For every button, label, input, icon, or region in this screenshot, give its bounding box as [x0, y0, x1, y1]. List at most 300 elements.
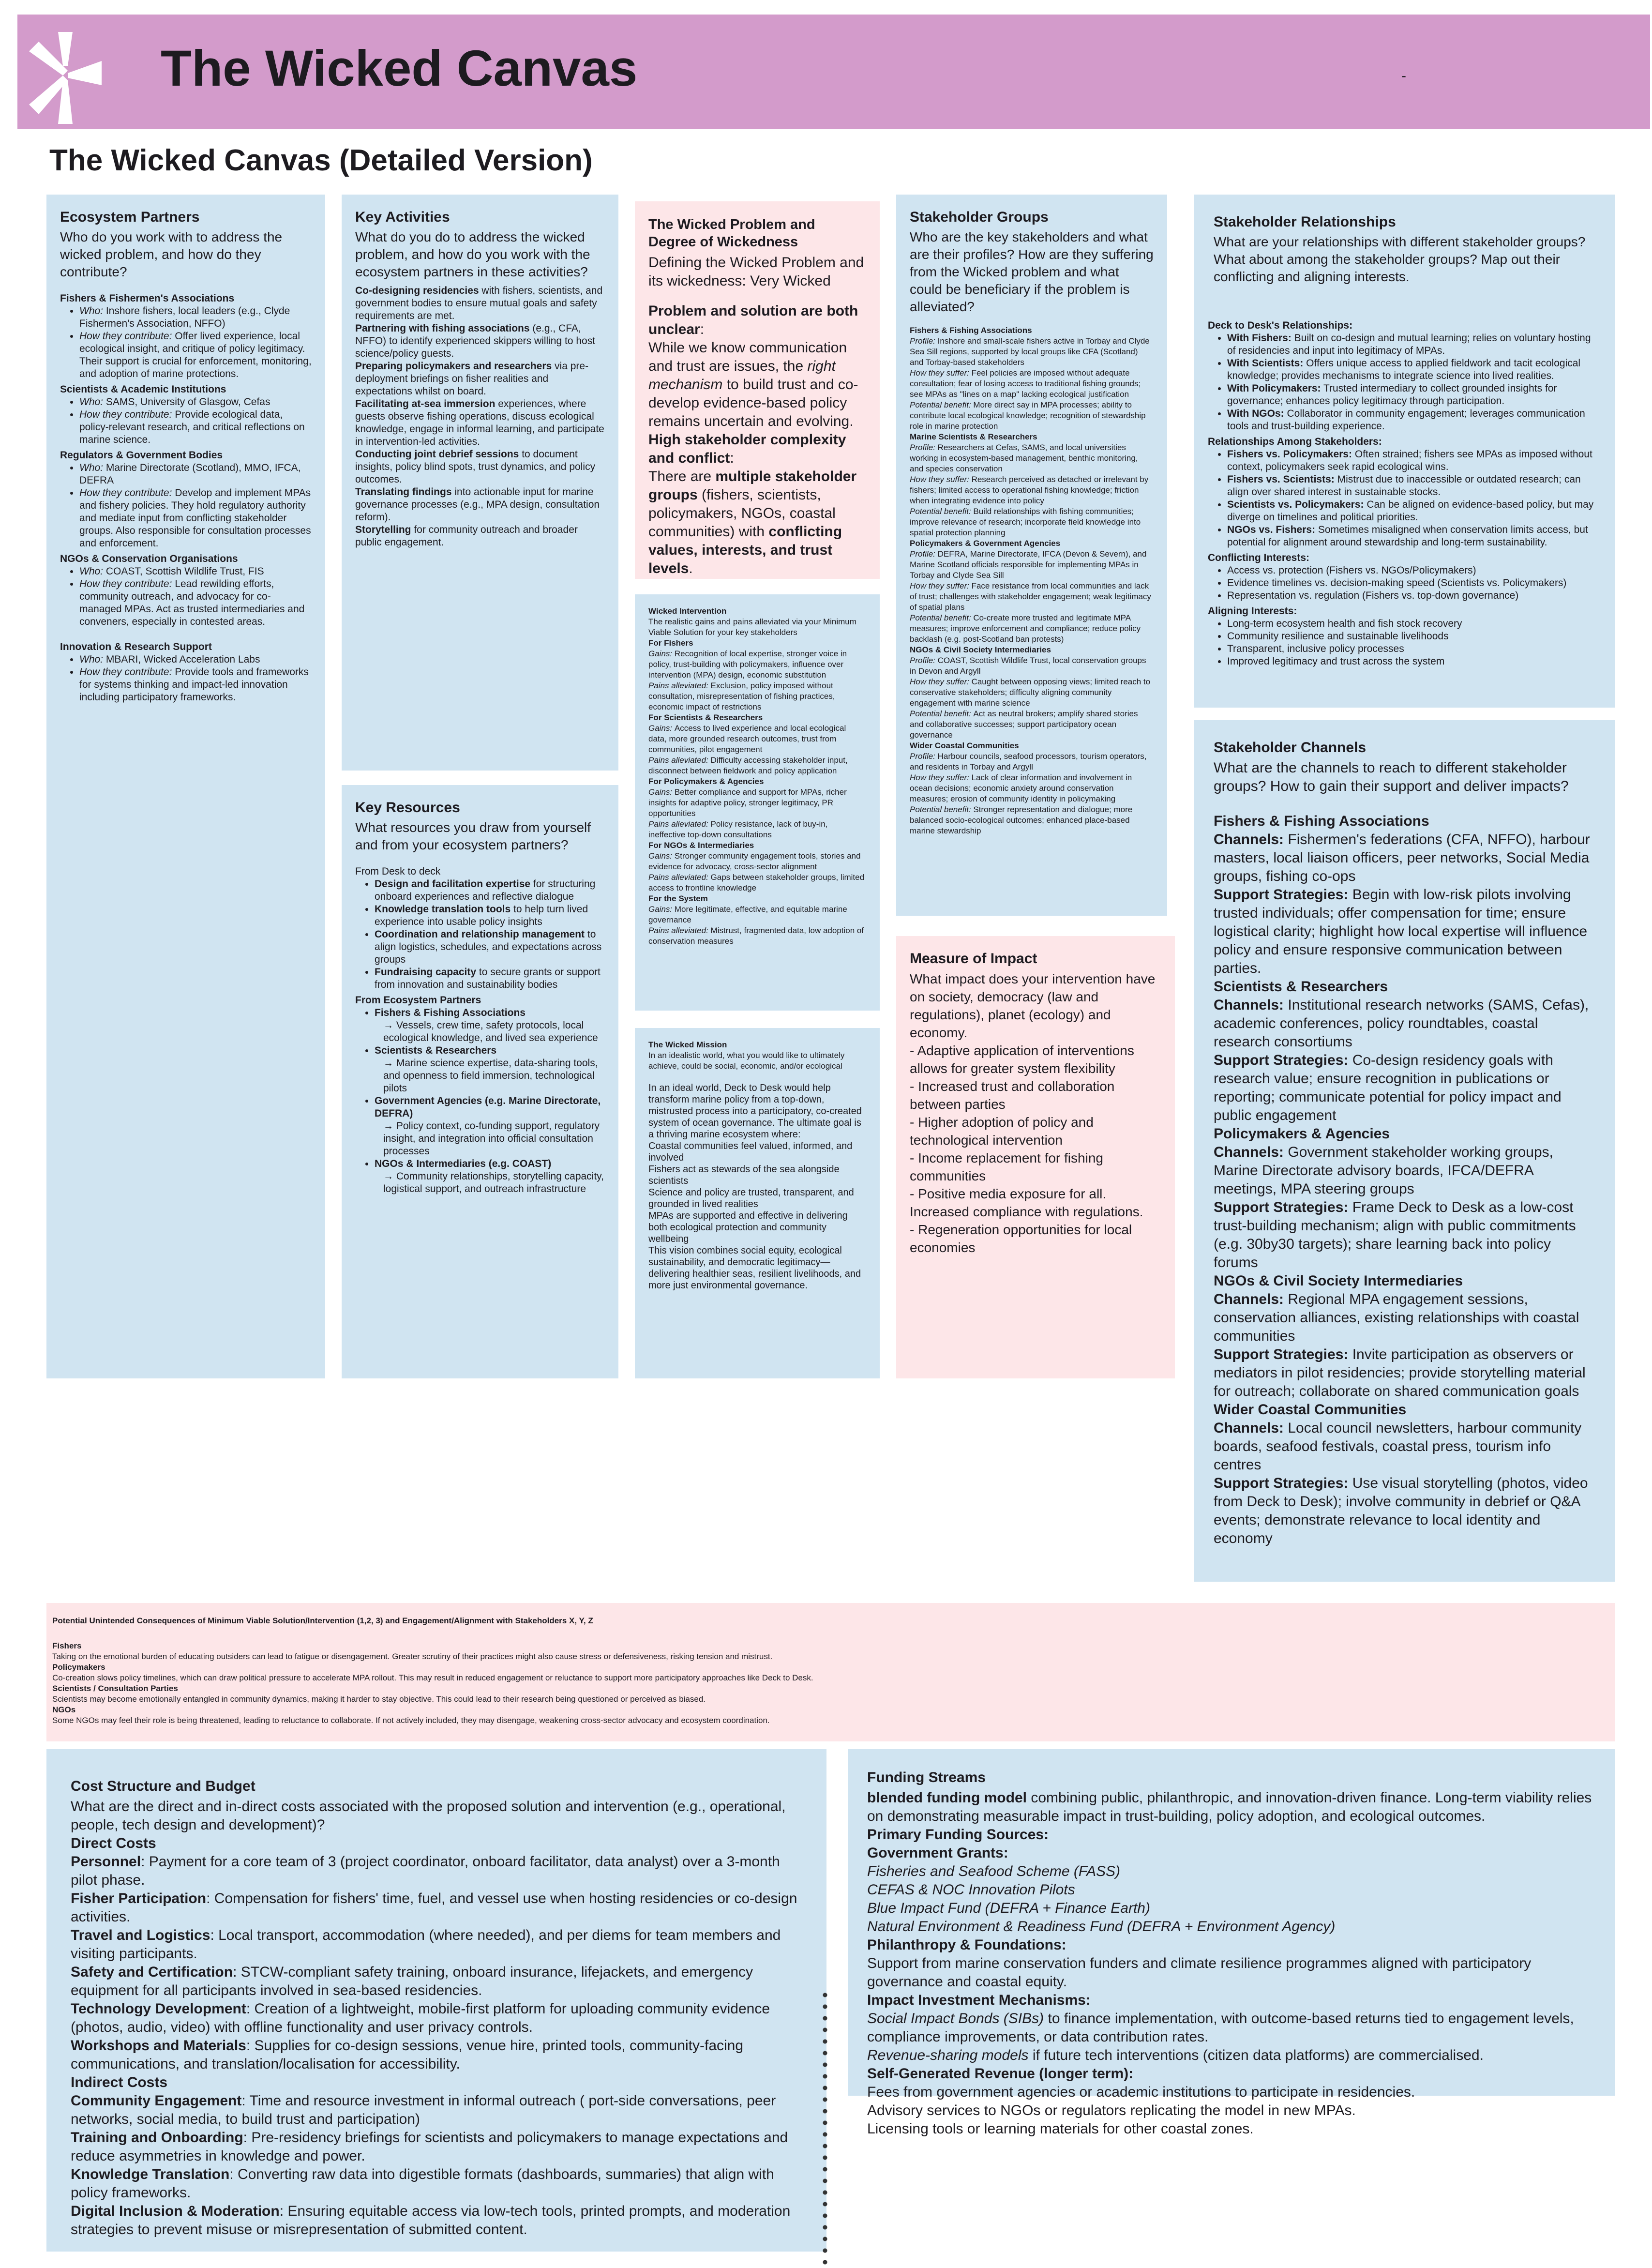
cost-heading: Indirect Costs [71, 2074, 168, 2090]
page-title: The Wicked Canvas [161, 40, 638, 97]
resource-item [375, 1158, 605, 1195]
intervention-gains [648, 787, 866, 819]
partner-list-item [79, 653, 312, 666]
suffer-value: Lack of clear information and involvement in ocean decisions; economic anxiety around conservation measures; erosion of community identity in policymaking [910, 773, 1132, 803]
cost-key: Safety and Certification [71, 1964, 233, 1980]
suffer-value: Caught between opposing views; limited reach to conservative stakeholders; difficulty aligning community engagement with marine science [910, 677, 1151, 708]
card-body [648, 1082, 866, 1291]
stakeholder-profile [910, 655, 1154, 677]
funding-heading: Primary Funding Sources: [867, 1827, 1049, 1843]
gains-value: Recognition of local expertise, stronger voice in policy, trust-building with policymakers, influence over intervention (MPA) design, economic substitution [648, 649, 847, 680]
cost-value: : Compensation for fishers' time, fuel, and vessel use when hosting residencies or co-design activities. [71, 1890, 797, 1925]
card-question: What resources you draw from yourself and from your ecosystem partners? [355, 820, 591, 852]
card-question: What are the channels to reach to different stakeholder groups? How to gain their support and deliver impacts? [1214, 760, 1569, 794]
funding-intro [867, 1789, 1596, 1826]
partner-value: Develop and implement MPAs and fishery policies. They hold regulatory authority and mediate input from conflicting stakeholder groups. Also responsible for consultation processes and enforcement. [79, 487, 311, 549]
partner-list [79, 565, 312, 628]
partner-group-heading: NGOs & Conservation Organisations [60, 553, 238, 564]
partner-list [79, 305, 312, 380]
problem-text: (fishers, scientists, policymakers, NGOs, coastal communities) with [648, 487, 836, 540]
resource-item [375, 878, 605, 903]
activity-key: Preparing policymakers and researchers [355, 361, 552, 372]
resource-value: → Community relationships, storytelling capacity, logistical support, and outreach infrastructure [383, 1171, 604, 1194]
resource-key: • Scientists & Researchers [375, 1045, 497, 1056]
mission-paragraph: This vision combines social equity, ecological sustainability, and democratic legitimacy—delivering healthier seas, resilient livelihoods, and more just environmental governance. [648, 1245, 861, 1291]
card-title: Stakeholder Groups [910, 209, 1049, 225]
relationship-item [1227, 408, 1596, 433]
relationship-heading: Relationships Among Stakeholders: [1208, 436, 1382, 447]
channel-item [1214, 831, 1596, 886]
partner-list-item [79, 462, 312, 487]
gains-label: Gains: [648, 649, 675, 658]
problem-text-bold: multiple stakeholder groups [648, 469, 857, 503]
intervention-group-heading: For Scientists & Researchers [648, 713, 763, 722]
strategy-item [1214, 1346, 1596, 1401]
grant-item: Natural Environment & Readiness Fund (DEFRA + Environment Agency) [867, 1919, 1336, 1935]
activity-key: Storytelling [355, 524, 411, 535]
resource-item [375, 928, 605, 966]
mission-paragraph: In an ideal world, Deck to Desk would help transform marine policy from a top-down, mistrusted process into a participatory, co-created system of ocean governance. The ultimate goal is a thriving marine ecosystem where: [648, 1083, 862, 1140]
pains-value: Gaps between stakeholder groups, limited access to frontline knowledge [648, 873, 865, 892]
suffer-label: How they suffer: [910, 677, 972, 686]
partner-group-heading: Fishers & Fishermen's Associations [60, 293, 235, 304]
funding-text [867, 2046, 1596, 2065]
conflict-item: • Access vs. protection (Fishers vs. NGOs/Policymakers) [1227, 564, 1596, 577]
relationship-heading: Deck to Desk's Relationships: [1208, 320, 1353, 331]
stakeholder-benefit [910, 709, 1154, 741]
cost-key: Technology Development [71, 2001, 246, 2017]
suffer-label: How they suffer: [910, 368, 972, 378]
resource-item [375, 1095, 605, 1158]
cost-key: Personnel [71, 1854, 141, 1870]
funding-intro-key: blended funding model [867, 1790, 1027, 1806]
pains-value: Difficulty accessing stakeholder input, disconnect between fieldwork and policy application [648, 756, 848, 775]
benefit-value: Co-create more trusted and legitimate MPA measures; improve enforcement and compliance; reduce policy backlash (e.g. post-Scotland ban protests) [910, 613, 1141, 644]
strategy-value: Invite participation as observers or mediators in pilot residencies; provide storytelling material for outreach; collaborate on shared communication goals [1214, 1346, 1586, 1399]
problem-text-bold: conflicting values, interests, and trust levels [648, 524, 842, 576]
consequence-text: Taking on the emotional burden of educating outsiders can lead to fatigue or disengagement. Greater scrutiny of their practices might also cause stress or defensiveness, risking tension and mistrust. [52, 1652, 773, 1661]
strategy-key: Support Strategies: [1214, 1475, 1349, 1491]
channel-item [1214, 1419, 1596, 1474]
benefit-label: Potential benefit: [910, 805, 974, 814]
suffer-label: How they suffer: [910, 581, 972, 590]
funding-streams-card [848, 1749, 1615, 2137]
suffer-value: Face resistance from local communities and lack of trust; challenges with stakeholder engagement; weak legitimacy of spatial plans [910, 581, 1151, 612]
impact-item: - Higher adoption of policy and technological intervention [910, 1115, 1094, 1148]
profile-value: Inshore and small-scale fishers active in Torbay and Clyde Sea Sill regions, supported by local groups like CFA (Scotland) and Torbay-based stakeholders [910, 336, 1150, 367]
key-activities-card [342, 195, 618, 771]
resource-key: Coordination and relationship management [375, 929, 585, 940]
cost-value: : Time and resource investment in informal outreach ( port-side conversations, peer networks, social media, to build trust and participation) [71, 2093, 776, 2127]
activity-item [355, 398, 605, 448]
profile-label: Profile: [910, 443, 938, 452]
resource-item [375, 1044, 605, 1095]
resource-value: → Vessels, crew time, safety protocols, local ecological knowledge, and lived sea experience [383, 1020, 598, 1043]
intervention-group-heading: For NGOs & Intermediaries [648, 841, 754, 850]
among-key: Scientists vs. Policymakers: [1227, 499, 1364, 510]
dotted-divider [821, 1989, 829, 2265]
cost-value: : Converting raw data into digestible formats (dashboards, summaries) that align with policy frameworks. [71, 2166, 774, 2201]
rel-key: With Policymakers: [1227, 383, 1321, 394]
suffer-label: How they suffer: [910, 773, 972, 782]
align-item: • Long-term ecosystem health and fish stock recovery [1227, 618, 1596, 630]
card-body [355, 285, 605, 549]
channel-group-heading: NGOs & Civil Society Intermediaries [1214, 1273, 1463, 1289]
self-revenue-item: Licensing tools or learning materials for other coastal zones. [867, 2121, 1254, 2137]
partner-list-item [79, 330, 312, 380]
header-dash: - [1401, 68, 1406, 84]
wicked-logo-icon [29, 32, 102, 124]
activity-value: into actionable input for marine governance processes (e.g., MPA design, consultation reform). [355, 486, 600, 523]
intervention-pains [648, 755, 866, 776]
resource-value: to align logistics, schedules, and expectations across groups [375, 929, 602, 965]
card-body [648, 638, 866, 947]
card-body [910, 1042, 1161, 1256]
funding-heading: Self-Generated Revenue (longer term): [867, 2066, 1134, 2082]
consequence-text: Co-creation slows policy timelines, which can draw political pressure to accelerate MPA rollout. This may result in reduced engagement or reluctance to support more participatory approaches like Deck to Desk. [52, 1673, 813, 1682]
conflict-item: • Evidence timelines vs. decision-making speed (Scientists vs. Policymakers) [1227, 577, 1596, 590]
consequence-heading: NGOs [52, 1705, 76, 1714]
card-question: What are the direct and in-direct costs associated with the proposed solution and intervention (e.g., operational, people, tech design and development)? [71, 1799, 786, 1833]
problem-text: There are [648, 469, 716, 484]
card-question: Who are the key stakeholders and what are their profiles? How are they suffering from the Wicked problem and what could be beneficiary if the problem is alleviated? [910, 229, 1154, 314]
indirect-cost-item [71, 2165, 802, 2202]
resource-value: to help turn lived experience into usable policy insights [375, 904, 588, 927]
self-revenue-item: Advisory services to NGOs or regulators replicating the model in new MPAs. [867, 2102, 1356, 2118]
relationship-list [1227, 448, 1596, 549]
card-body [52, 1641, 1609, 1726]
resource-key: Knowledge translation tools [375, 904, 511, 915]
cost-structure-card [46, 1749, 826, 2252]
intervention-pains [648, 819, 866, 840]
intervention-group-heading: For Policymakers & Agencies [648, 777, 764, 786]
activity-value: (e.g., CFA, NFFO) to identify experienced skippers willing to host science/policy guests. [355, 323, 596, 359]
activity-value: via pre-deployment briefings on fisher realities and expectations whilst on board. [355, 361, 589, 397]
pains-label: Pains alleviated: [648, 756, 711, 765]
profile-label: Profile: [910, 549, 938, 559]
card-body [1208, 319, 1596, 668]
channel-value: Local council newsletters, harbour community boards, seafood festivals, coastal press, tourism info centres [1214, 1420, 1582, 1473]
funding-text: Support from marine conservation funders and climate resilience programmes aligned with participatory governance and coastal equity. [867, 1955, 1532, 1990]
consequence-heading: Fishers [52, 1641, 82, 1650]
align-list [1227, 618, 1596, 668]
relationship-item [1227, 357, 1596, 382]
card-question: Defining the Wicked Problem and its wickedness: Very Wicked [648, 255, 864, 289]
resource-item [375, 903, 605, 928]
card-body [71, 1834, 802, 2239]
indirect-cost-item [71, 2092, 802, 2129]
suffer-label: How they suffer: [910, 475, 972, 484]
strategy-item [1214, 1198, 1596, 1272]
conflict-item: • Representation vs. regulation (Fishers vs. top-down governance) [1227, 590, 1596, 602]
resource-section-heading: From Ecosystem Partners [355, 995, 481, 1006]
card-title: Ecosystem Partners [60, 209, 200, 225]
problem-heading-2: High stakeholder complexity and conflict [648, 432, 846, 466]
partner-key: Who: [79, 305, 104, 317]
channel-key: Channels: [1214, 997, 1284, 1013]
problem-text: While we know communication and trust are issues, the [648, 340, 847, 374]
strategy-value: Use visual storytelling (photos, video from Deck to Desk); involve community in debrief or Q&A events; demonstrate relevance to local identity and economy [1214, 1475, 1588, 1546]
activity-key: Partnering with fishing associations [355, 323, 530, 334]
benefit-label: Potential benefit: [910, 507, 974, 516]
partner-group-heading: Scientists & Academic Institutions [60, 384, 226, 395]
align-item: • Community resilience and sustainable livelihoods [1227, 630, 1596, 643]
impact-bond-key: Social Impact Bonds (SIBs) [867, 2011, 1044, 2026]
activity-key: Translating findings [355, 486, 452, 498]
rel-key: With Scientists: [1227, 358, 1304, 369]
card-body [867, 1789, 1596, 2138]
stakeholder-benefit [910, 613, 1154, 645]
partner-group-heading: Regulators & Government Bodies [60, 450, 223, 461]
resource-value: → Policy context, co-funding support, regulatory insight, and integration into official consultation processes [383, 1120, 600, 1157]
gains-value: Stronger community engagement tools, stories and evidence for advocacy, cross-sector alignment [648, 851, 861, 871]
among-key: Fishers vs. Scientists: [1227, 474, 1335, 485]
relationship-item [1227, 332, 1596, 357]
consequence-heading: Policymakers [52, 1663, 105, 1672]
align-item: • Improved legitimacy and trust across the system [1227, 655, 1596, 668]
among-value: Often strained; fishers see MPAs as imposed without context, policymakers seek rapid ecological wins. [1227, 449, 1592, 472]
channel-group-heading: Wider Coastal Communities [1214, 1402, 1407, 1418]
card-body [1214, 812, 1596, 1548]
grant-item: Fisheries and Seafood Scheme (FASS) [867, 1863, 1121, 1879]
strategy-key: Support Strategies: [1214, 887, 1349, 903]
page-subtitle: The Wicked Canvas (Detailed Version) [49, 144, 593, 177]
partner-list-item [79, 565, 312, 578]
cost-value: : Pre-residency briefings for scientists and policymakers to manage expectations and reduce asymmetries in knowledge and power. [71, 2130, 788, 2164]
partner-key: How they contribute: [79, 666, 172, 678]
direct-cost-item [71, 2037, 802, 2073]
indirect-cost-item [71, 2129, 802, 2165]
channel-value: Fishermen's federations (CFA, NFFO), harbour masters, local liaison officers, peer networks, Social Media groups, fishing co-ops [1214, 832, 1590, 884]
header-banner [17, 15, 1650, 129]
relationship-item [1227, 473, 1596, 499]
consequence-text: Some NGOs may feel their role is being threatened, leading to reluctance to collaborate. If not actively included, they may disengage, weakening cross-sector advocacy and ecosystem coordination. [52, 1716, 770, 1725]
stakeholder-suffer [910, 474, 1154, 506]
resource-value: for structuring onboard experiences and reflective dialogue [375, 878, 596, 902]
pains-label: Pains alleviated: [648, 819, 711, 829]
impact-item: - Increased trust and collaboration between parties [910, 1079, 1115, 1112]
indirect-cost-item [71, 2202, 802, 2239]
partner-list-item [79, 666, 312, 704]
measure-of-impact-card [896, 936, 1175, 1378]
impact-bond-value: to finance implementation, with outcome-based returns tied to engagement levels, compliance improvements, or data contribution rates. [867, 2011, 1574, 2045]
funding-heading: Impact Investment Mechanisms: [867, 1992, 1091, 2008]
card-body [910, 325, 1154, 836]
partner-key: How they contribute: [79, 487, 172, 499]
channel-key: Channels: [1214, 1291, 1284, 1307]
stakeholder-channels-card [1194, 720, 1615, 1582]
intervention-gains [648, 851, 866, 872]
relationship-heading: Aligning Interests: [1208, 605, 1297, 617]
partner-key: How they contribute: [79, 331, 172, 342]
card-question: What impact does your intervention have on society, democracy (law and regulations), planet (ecology) and economy. [910, 971, 1156, 1040]
relationship-item [1227, 382, 1596, 408]
impact-item: - Income replacement for fishing communities [910, 1150, 1103, 1183]
channel-item [1214, 1143, 1596, 1198]
gains-label: Gains: [648, 905, 675, 914]
cost-key: Fisher Participation [71, 1890, 207, 1906]
among-value: Sometimes misaligned when conservation limits access, but potential for alignment around stewardship and long-term sustainability. [1227, 524, 1588, 548]
cost-key: Workshops and Materials [71, 2038, 246, 2054]
stakeholder-profile [910, 751, 1154, 772]
card-title: Measure of Impact [910, 951, 1037, 967]
stakeholder-groups-card [896, 195, 1167, 916]
relationship-heading: Conflicting Interests: [1208, 552, 1310, 563]
partner-key: Who: [79, 462, 104, 473]
channel-group-heading: Policymakers & Agencies [1214, 1126, 1390, 1142]
partner-value: Provide tools and frameworks for systems thinking and impact-led innovation including participatory frameworks. [79, 666, 309, 703]
activity-value: to document insights, policy blind spots, trust dynamics, and policy outcomes. [355, 449, 596, 485]
channel-key: Channels: [1214, 1144, 1284, 1160]
grant-item: CEFAS & NOC Innovation Pilots [867, 1882, 1075, 1898]
rel-value: Offers unique access to applied fieldwork and tacit ecological knowledge; provides mechanisms to integrate science into lived realities. [1227, 358, 1581, 381]
resource-key: • NGOs & Intermediaries (e.g. COAST) [375, 1158, 552, 1169]
activity-key: Co-designing residencies [355, 285, 479, 296]
mission-paragraph: Fishers act as stewards of the sea alongside scientists [648, 1164, 840, 1186]
channel-key: Channels: [1214, 832, 1284, 847]
partner-key: Who: [79, 396, 104, 408]
card-question: In an idealistic world, what you would like to ultimately achieve, could be social, economic, and/or ecological [648, 1051, 845, 1071]
among-value: Can be aligned on evidence-based policy, but may diverge on timelines and political priorities. [1227, 499, 1594, 523]
stakeholder-profile [910, 336, 1154, 368]
card-title: Key Resources [355, 800, 460, 816]
activity-value: for community outreach and broader public engagement. [355, 524, 578, 548]
card-question: The realistic gains and pains alleviated via your Minimum Viable Solution for your key stakeholders [648, 617, 856, 637]
strategy-key: Support Strategies: [1214, 1052, 1349, 1068]
conflict-list [1227, 564, 1596, 602]
activity-item [355, 486, 605, 524]
partner-list-item [79, 396, 312, 408]
among-key: NGOs vs. Fishers: [1227, 524, 1316, 535]
impact-item: - Regeneration opportunities for local economies [910, 1222, 1132, 1255]
resource-item [375, 1007, 605, 1044]
revenue-share-key: Revenue-sharing models [867, 2047, 1029, 2063]
partner-key: Who: [79, 654, 104, 665]
cost-value: : Local transport, accommodation (where needed), and per diems for team members and visiting participants. [71, 1927, 781, 1962]
gains-value: Better compliance and support for MPAs, richer insights for adaptive policy, stronger legitimacy, PR opportunities [648, 787, 847, 818]
intervention-pains [648, 925, 866, 947]
stakeholder-suffer [910, 368, 1154, 400]
pains-value: Mistrust, fragmented data, low adoption of conservation measures [648, 926, 864, 946]
stakeholder-group-heading: Policymakers & Government Agencies [910, 539, 1061, 548]
mission-paragraph: MPAs are supported and effective in delivering both ecological protection and community wellbeing [648, 1210, 848, 1244]
cost-key: Community Engagement [71, 2093, 242, 2109]
activity-item [355, 524, 605, 549]
partner-value: Inshore fishers, local leaders (e.g., Clyde Fishermen's Association, NFFO) [79, 305, 290, 329]
resource-key: Fundraising capacity [375, 967, 477, 978]
problem-text: to build trust and co-develop evidence-based policy remains uncertain and evolving. [648, 377, 858, 429]
mission-paragraph: Science and policy are trusted, transparent, and grounded in lived realities [648, 1187, 854, 1210]
intervention-pains [648, 872, 866, 893]
strategy-value: Co-design residency goals with research value; ensure recognition in publications or reporting; communicate potential for policy impact and public engagement [1214, 1052, 1562, 1123]
resource-value: → Marine science expertise, data-sharing tools, and openness to field immersion, technological pilots [383, 1058, 598, 1094]
stakeholder-suffer [910, 581, 1154, 613]
channel-value: Government stakeholder working groups, Marine Directorate advisory boards, IFCA/DEFRA meetings, MPA steering groups [1214, 1144, 1553, 1197]
profile-label: Profile: [910, 656, 938, 665]
wicked-intervention-card [635, 594, 880, 1011]
partner-key: How they contribute: [79, 578, 172, 590]
gains-label: Gains: [648, 724, 675, 733]
channel-item [1214, 1290, 1596, 1346]
stakeholder-suffer [910, 677, 1154, 709]
card-title: The Wicked Mission [648, 1040, 727, 1049]
gains-label: Gains: [648, 851, 675, 861]
cost-value: : Payment for a core team of 3 (project coordinator, onboard facilitator, data analyst) over a 3-month pilot phase. [71, 1854, 780, 1888]
stakeholder-group-heading: Wider Coastal Communities [910, 741, 1019, 750]
card-title: Cost Structure and Budget [71, 1778, 255, 1794]
partner-group-heading: Innovation & Research Support [60, 641, 212, 652]
cost-key: Knowledge Translation [71, 2166, 230, 2182]
impact-item: - Adaptive application of interventions allows for greater system flexibility [910, 1043, 1134, 1076]
gains-value: More legitimate, effective, and equitable marine governance [648, 905, 847, 924]
consequence-text: Scientists may become emotionally entangled in community dynamics, making it harder to stay objective. This could lead to their research being questioned or perceived as biased. [52, 1694, 706, 1704]
stakeholder-group-heading: NGOs & Civil Society Intermediaries [910, 645, 1051, 654]
profile-value: Researchers at Cefas, SAMS, and local universities working in ecosystem-based management, benthic monitoring, and species conservation [910, 443, 1138, 473]
card-body [355, 865, 605, 1195]
benefit-label: Potential benefit: [910, 400, 974, 409]
card-title: Stakeholder Relationships [1214, 214, 1396, 230]
card-title: Potential Unintended Consequences of Minimum Viable Solution/Intervention (1,2, 3) and Engagement/Alignment with Stakeholders X, Y, Z [52, 1616, 593, 1625]
stakeholder-benefit [910, 400, 1154, 432]
activity-item [355, 360, 605, 398]
intervention-group-heading: For the System [648, 894, 708, 903]
self-revenue-item: Fees from government agencies or academic institutions to participate in residencies. [867, 2084, 1415, 2100]
resource-item [375, 966, 605, 991]
partner-value: Lead rewilding efforts, community outreach, and advocacy for co-managed MPAs. Act as trusted intermediaries and conveners, especially in contested areas. [79, 578, 305, 627]
card-title: Stakeholder Channels [1214, 740, 1367, 756]
funding-heading: Government Grants: [867, 1845, 1008, 1861]
partner-value: Provide ecological data, policy-relevant research, and critical reflections on marine science. [79, 409, 305, 445]
direct-cost-item [71, 1853, 802, 1890]
cost-key: Digital Inclusion & Moderation [71, 2203, 280, 2219]
channel-item [1214, 996, 1596, 1051]
stakeholder-suffer [910, 772, 1154, 804]
profile-value: DEFRA, Marine Directorate, IFCA (Devon & Severn), and Marine Scotland officials responsible for implementing MPAs in Torbay and Clyde Sea Sill [910, 549, 1147, 580]
strategy-value: Frame Deck to Desk as a low-cost trust-building mechanism; align with public commitments (e.g. 30by30 targets); share learning back into policy forums [1214, 1199, 1576, 1270]
rel-key: With Fishers: [1227, 333, 1292, 344]
partner-value: Marine Directorate (Scotland), MMO, IFCA, DEFRA [79, 462, 301, 486]
relationship-item [1227, 524, 1596, 549]
resource-key: • Fishers & Fishing Associations [375, 1007, 526, 1018]
impact-item: - Positive media exposure for all. Increased compliance with regulations. [910, 1186, 1143, 1219]
strategy-item [1214, 1051, 1596, 1125]
cost-value: : Ensuring equitable access via low-tech tools, printed prompts, and moderation strategies to prevent misuse or misrepresentation of submitted content. [71, 2203, 791, 2238]
partner-value: SAMS, University of Glasgow, Cefas [103, 396, 270, 408]
direct-cost-item [71, 1963, 802, 2000]
key-resources-card [342, 785, 618, 1378]
activity-key: Conducting joint debrief sessions [355, 449, 519, 460]
cost-key: Travel and Logistics [71, 1927, 210, 1943]
intervention-group-heading: For Fishers [648, 638, 693, 648]
relationship-item [1227, 499, 1596, 524]
activity-value: with fishers, scientists, and government bodies to ensure mutual goals and safety requirements are met. [355, 285, 603, 321]
activity-item [355, 322, 605, 360]
resource-list [375, 1007, 605, 1195]
intervention-pains [648, 680, 866, 712]
partner-list [79, 462, 312, 550]
cost-value: : STCW-compliant safety training, onboard insurance, lifejackets, and emergency equipment for all participants involved in sea-based residencies. [71, 1964, 753, 1998]
activity-item [355, 285, 605, 322]
stakeholder-group-heading: Fishers & Fishing Associations [910, 326, 1032, 335]
resource-section-heading: From Desk to deck [355, 866, 441, 877]
partner-list-item [79, 305, 312, 330]
partner-value: MBARI, Wicked Acceleration Labs [103, 654, 260, 665]
problem-text: . [689, 560, 693, 576]
partner-list-item [79, 578, 312, 628]
strategy-key: Support Strategies: [1214, 1199, 1349, 1215]
rel-value: Collaborator in community engagement; leverages communication tools and trust-building experience. [1227, 408, 1585, 432]
suffer-value: Feel policies are imposed without adequate consultation; fear of losing access to traditional fishing grounds; see MPAs as "lines on a map" lacking ecological justification [910, 368, 1141, 399]
